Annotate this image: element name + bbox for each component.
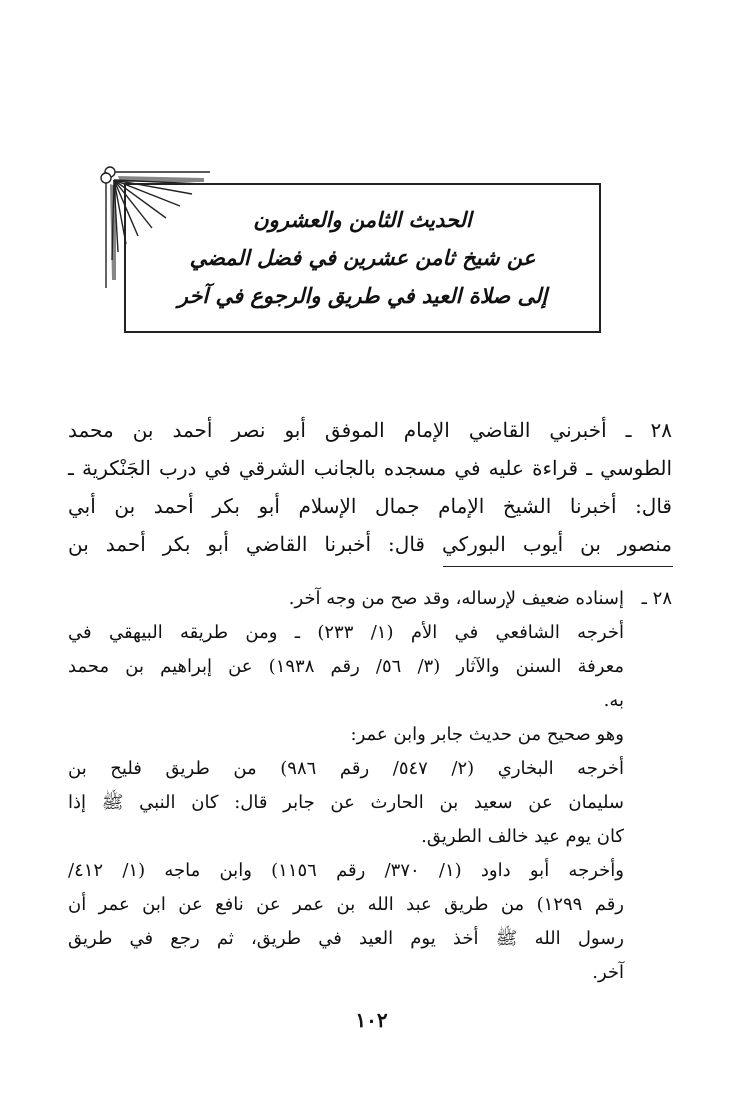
chapter-heading-line-3: إلى صلاة العيد في طريق والرجوع في آخر <box>177 284 548 308</box>
footnote-line: إسناده ضعيف لإرساله، وقد صح من وجه آخر. <box>288 588 624 609</box>
page-number: ١٠٢ <box>355 1008 388 1032</box>
footnote-line: سليمان عن سعيد بن الحارث عن جابر قال: كان النبي ﷺ إذا <box>68 792 624 813</box>
footnote-line: أخرجه البخاري (٢/ ٥٤٧/ رقم ٩٨٦) من طريق فليح بن <box>68 758 624 779</box>
hadith-text-line: منصور بن أيوب البوركي قال: أخبرنا القاضي أبو بكر أحمد بن <box>68 532 672 556</box>
hadith-text-line: الطوسي ـ قراءة عليه في مسجده بالجانب الشرقي في درب الجَنْكرية ـ <box>68 456 672 480</box>
footnote-body <box>68 582 624 990</box>
footnote-line: معرفة السنن والآثار (٣/ ٥٦/ رقم ١٩٣٨) عن إبراهيم بن محمد <box>68 656 624 677</box>
chapter-heading-line-2: عن شيخ ثامن عشرين في فضل المضي <box>189 246 536 270</box>
footnote-line: وأخرجه أبو داود (١/ ٣٧٠/ رقم ١١٥٦) وابن ماجه (١/ ٤١٢/ <box>68 860 624 881</box>
footnote-line: آخر. <box>592 962 624 983</box>
footnote-line: رقم ١٢٩٩) من طريق عبد الله بن عمر عن نافع عن ابن عمر أن <box>68 894 624 915</box>
footnote-line: كان يوم عيد خالف الطريق. <box>421 826 624 847</box>
hadith-text-line: ٢٨ ـ أخبرني القاضي الإمام الموفق أبو نصر أحمد بن محمد <box>68 418 672 442</box>
footnote-divider <box>443 566 673 567</box>
footnote-line: أخرجه الشافعي في الأم (١/ ٢٣٣) ـ ومن طريقه البيهقي في <box>68 622 624 643</box>
hadith-text-line: قال: أخبرنا الشيخ الإمام جمال الإسلام أبو بكر أحمد بن أبي <box>68 494 672 518</box>
footnote-line: رسول الله ﷺ أخذ يوم العيد في طريق، ثم رجع في طريق <box>68 928 624 949</box>
footnote-line: به. <box>603 690 624 711</box>
footnote <box>68 582 672 990</box>
chapter-heading-line-1: الحديث الثامن والعشرون <box>253 208 472 232</box>
hadith-text <box>68 411 672 563</box>
footnote-number: ٢٨ ـ <box>641 588 672 609</box>
footnote-line: وهو صحيح من حديث جابر وابن عمر: <box>350 724 624 745</box>
chapter-heading-frame <box>124 183 601 333</box>
